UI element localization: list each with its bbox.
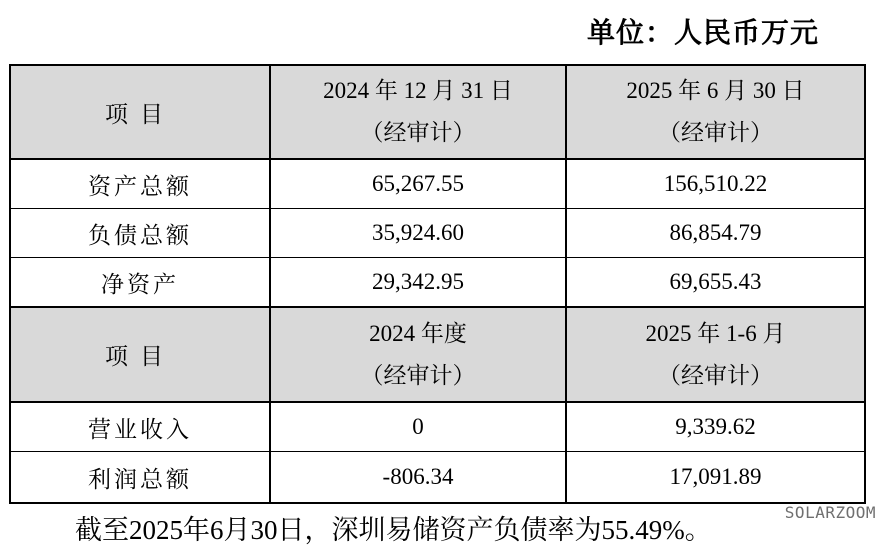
row-label-cell: [10, 159, 270, 209]
header1-col2-line2: （经审计）: [360, 120, 476, 145]
header1-item-cell: [10, 65, 270, 159]
row-label: 资产总额: [88, 173, 192, 199]
header2-col3-line1: 2025 年 1-6 月: [645, 320, 786, 346]
financial-table: [9, 64, 866, 504]
value-cell: 69,655.43: [566, 258, 865, 308]
row-label-cell: [10, 452, 270, 504]
table-row-net-assets: [10, 258, 865, 308]
header2-col2-cell: [270, 307, 566, 402]
row-label: 净资产: [101, 271, 179, 297]
row-label: 利润总额: [88, 466, 192, 492]
value-cell: 17,091.89: [566, 452, 865, 504]
header1-col2-cell: [270, 65, 566, 159]
header2-col2-line2: （经审计）: [360, 362, 476, 388]
row-label: 负债总额: [88, 222, 192, 248]
value-cell: 86,854.79: [566, 209, 865, 258]
value-cell: 0: [270, 402, 566, 452]
header2-col2-line1: 2024 年度: [369, 320, 467, 346]
header2-item-label: 项目: [105, 344, 175, 369]
value-cell: 35,924.60: [270, 209, 566, 258]
unit-label: 单位：人民币万元: [586, 18, 819, 49]
row-label-cell: [10, 258, 270, 308]
row-label: 营业收入: [88, 416, 192, 442]
header2-item-cell: [10, 307, 270, 402]
header1-col3-line1: 2025 年 6 月 30 日: [626, 78, 805, 103]
header1-col3-line2: （经审计）: [658, 120, 773, 145]
row-label-cell: [10, 402, 270, 452]
table-header-row-1: [10, 65, 865, 159]
header1-col2-line1: 2024 年 12 月 31 日: [323, 78, 513, 103]
value-cell: 9,339.62: [566, 402, 865, 452]
table-header-row-2: [10, 307, 865, 402]
watermark-text: SOLARZOOM: [784, 503, 876, 522]
header1-col3-cell: [566, 65, 865, 159]
row-label-cell: [10, 209, 270, 258]
value-cell: 65,267.55: [270, 159, 566, 209]
value-cell: -806.34: [270, 452, 566, 504]
table-row-total-profit: [10, 452, 865, 504]
table-row-total-liabilities: [10, 209, 865, 258]
footnote-text: 截至2025年6月30日，深圳易储资产负债率为55.49%。: [75, 515, 712, 545]
header2-col3-cell: [566, 307, 865, 402]
value-cell: 29,342.95: [270, 258, 566, 308]
header1-item-label: 项目: [105, 101, 175, 127]
table-row-total-assets: [10, 159, 865, 209]
header2-col3-line2: （经审计）: [658, 362, 773, 388]
value-cell: 156,510.22: [566, 159, 865, 209]
table-row-operating-revenue: [10, 402, 865, 452]
